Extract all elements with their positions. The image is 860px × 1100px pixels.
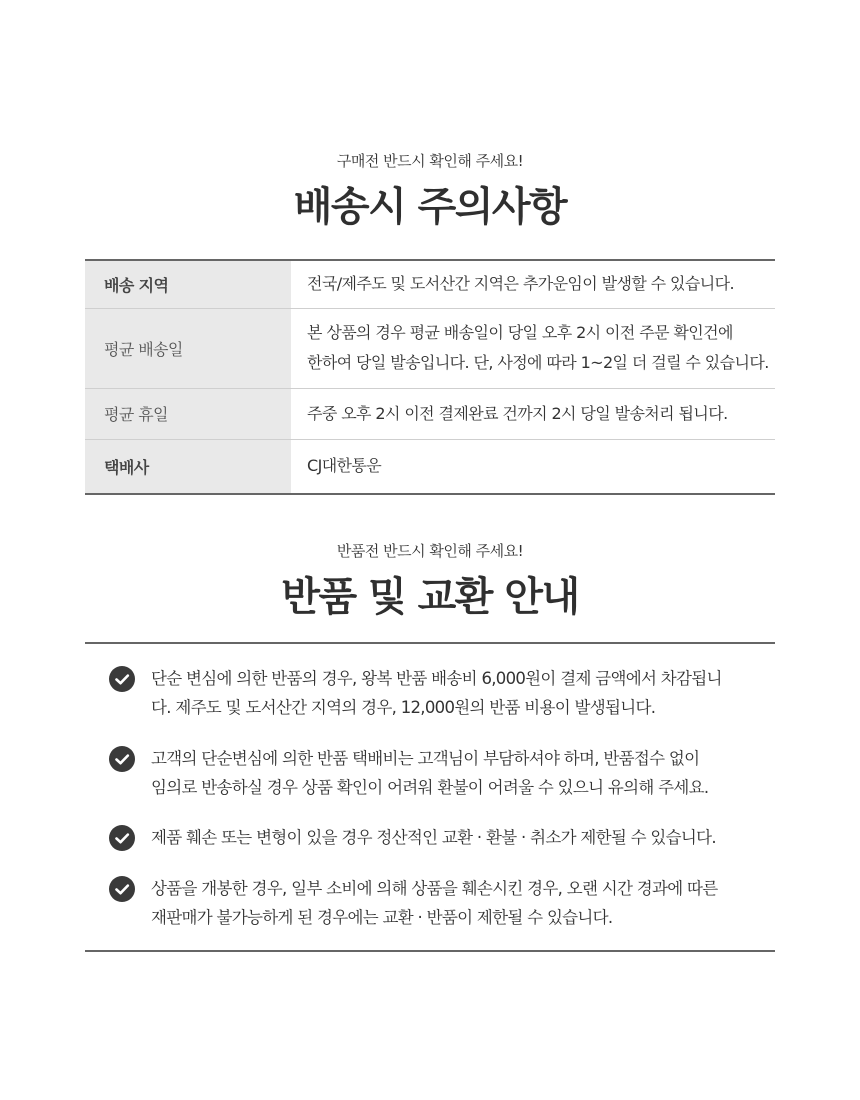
check-circle-icon [109, 825, 135, 851]
list-item-text [151, 744, 769, 802]
item-line: 상품을 개봉한 경우, 일부 소비에 의해 상품을 훼손시킨 경우, 오랜 시간 경과에 따른 [151, 879, 718, 898]
check-circle-icon [109, 876, 135, 902]
returns-heading [0, 540, 860, 622]
row-label-average-holiday: 평균 휴일 [85, 388, 291, 439]
check-circle-icon [109, 666, 135, 692]
row-value-shipping-area [291, 260, 775, 308]
shipping-eyebrow: 구매전 반드시 확인해 주세요! [336, 152, 524, 170]
table-row [85, 388, 775, 439]
shipping-title: 배송시 주의사항 [293, 184, 567, 230]
list-item-text [151, 664, 769, 722]
table-row [85, 260, 775, 308]
row-value-courier [291, 439, 775, 494]
table-row [85, 439, 775, 494]
row-label-shipping-area: 배송 지역 [85, 260, 291, 308]
list-item-text [151, 874, 769, 932]
row-value-average-holiday [291, 388, 775, 439]
item-line: 다. 제주도 및 도서산간 지역의 경우, 12,000원의 반품 비용이 발생됩니다. [151, 698, 656, 717]
row-label-courier: 택배사 [85, 439, 291, 494]
returns-guide-box [85, 642, 775, 952]
value-line: 주중 오후 2시 이전 결제완료 건까지 2시 당일 발송처리 됩니다. [307, 403, 728, 423]
returns-eyebrow: 반품전 반드시 확인해 주세요! [336, 542, 524, 560]
value-line: 한하여 당일 발송입니다. 단, 사정에 따라 1~2일 더 걸릴 수 있습니다. [307, 353, 769, 372]
shipping-info-table [85, 259, 775, 495]
check-circle-icon [109, 746, 135, 772]
row-value-average-shipping-days [291, 308, 775, 388]
shipping-heading [0, 150, 860, 232]
item-line: 고객의 단순변심에 의한 반품 택배비는 고객님이 부담하셔야 하며, 반품접수 없이 [151, 749, 700, 768]
item-line: 제품 훼손 또는 변형이 있을 경우 정산적인 교환 · 환불 · 취소가 제한될 수 있습니다. [151, 828, 716, 847]
list-item-text [151, 823, 769, 852]
item-line: 단순 변심에 의한 반품의 경우, 왕복 반품 배송비 6,000원이 결제 금액에서 차감됩니 [151, 669, 722, 688]
table-row [85, 308, 775, 388]
item-line: 재판매가 불가능하게 된 경우에는 교환 · 반품이 제한될 수 있습니다. [151, 908, 613, 927]
value-line: CJ대한통운 [307, 456, 382, 476]
returns-title: 반품 및 교환 안내 [281, 574, 579, 620]
item-line: 임의로 반송하실 경우 상품 확인이 어려워 환불이 어려울 수 있으니 유의해 주세요. [151, 778, 709, 797]
value-line: 전국/제주도 및 도서산간 지역은 추가운임이 발생할 수 있습니다. [307, 274, 734, 294]
row-label-average-shipping-days: 평균 배송일 [85, 308, 291, 388]
value-line: 본 상품의 경우 평균 배송일이 당일 오후 2시 이전 주문 확인건에 [307, 323, 733, 342]
